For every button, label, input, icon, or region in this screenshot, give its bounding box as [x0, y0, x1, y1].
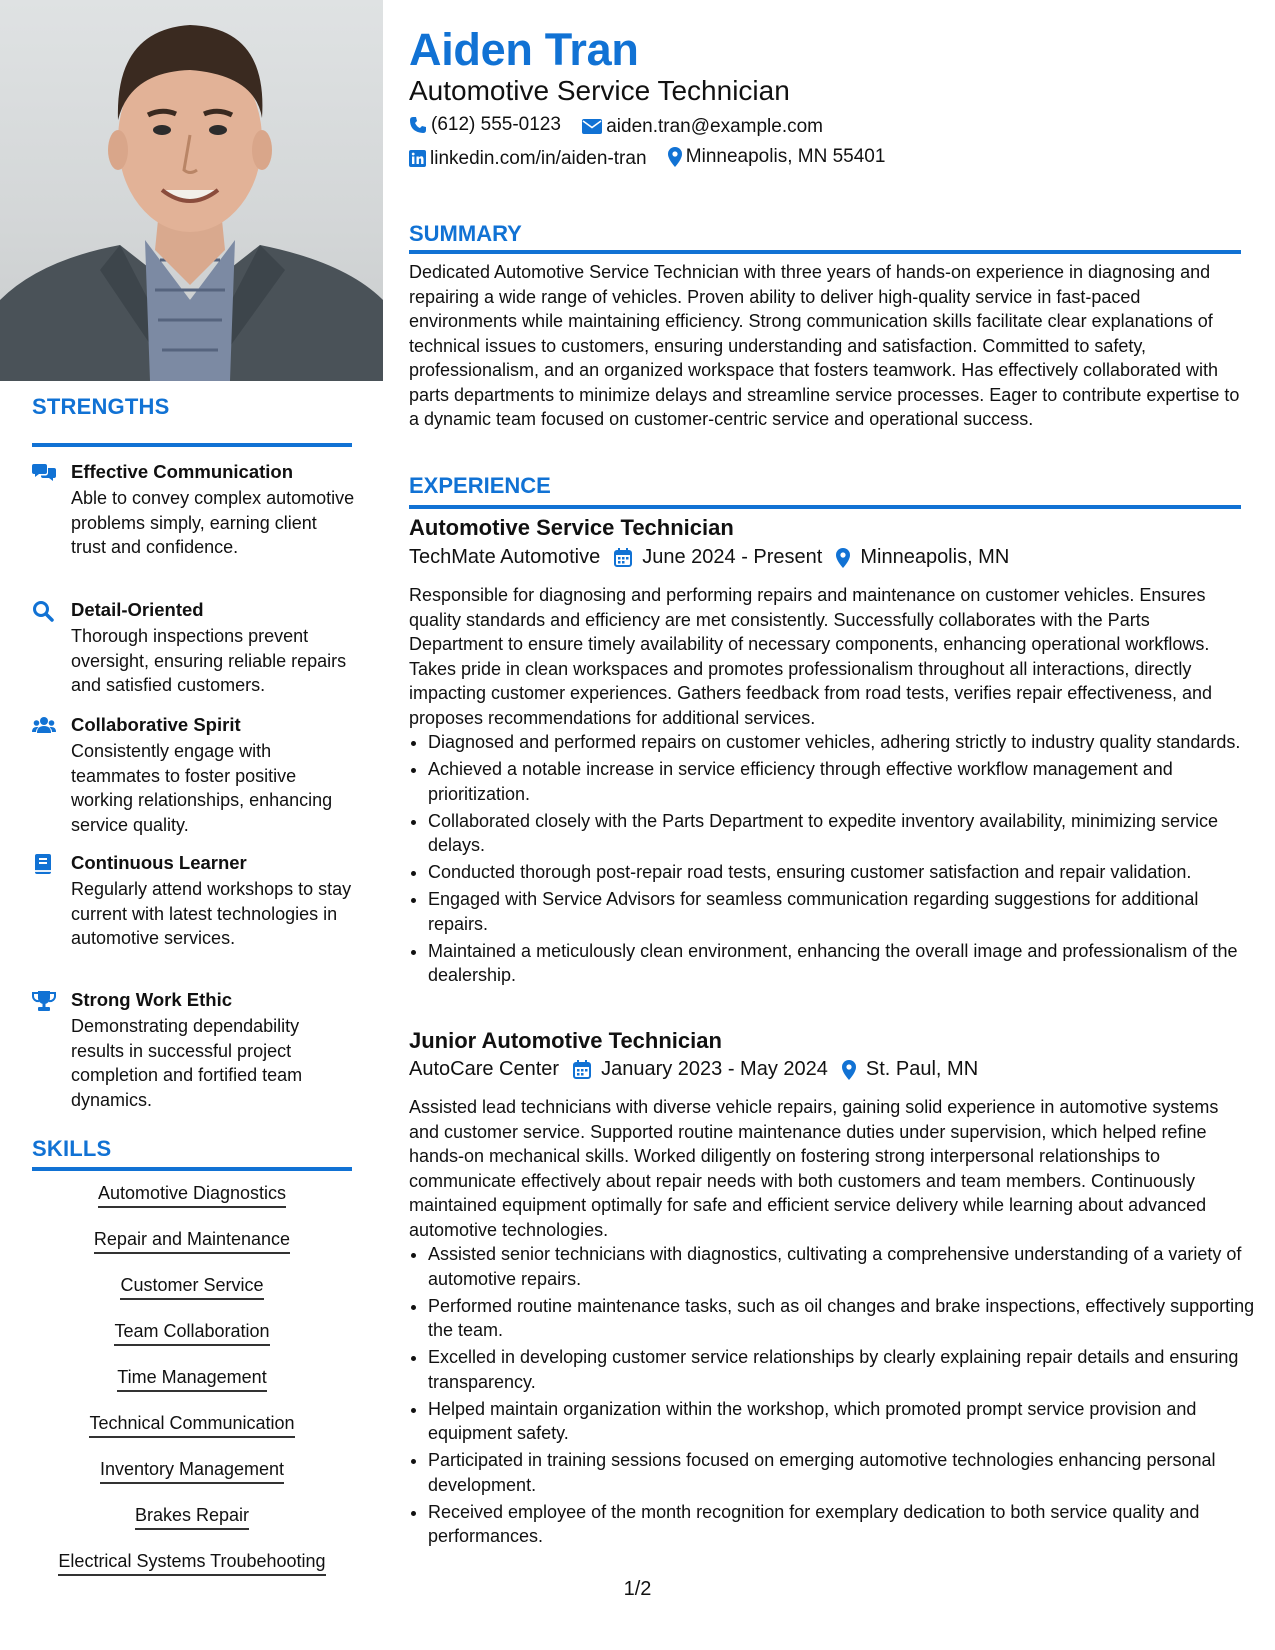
achievement-item: • Diagnosed and performed repairs on customer vehicles, adhering strictly to industry quality standards.	[428, 730, 1263, 755]
achievement-item: • Performed routine maintenance tasks, such as oil changes and brake inspections, effectively supporting the team.	[428, 1294, 1263, 1343]
skill-tag: Electrical Systems Troubehooting	[58, 1550, 325, 1576]
email-text: aiden.tran@example.com	[606, 115, 824, 137]
strength-description: Consistently engage with teammates to foster positive working relationships, enhancing service quality.	[71, 741, 333, 835]
achievement-item: • Assisted senior technicians with diagnostics, cultivating a comprehensive understanding of a variety of automotive repairs.	[428, 1242, 1263, 1291]
phone-icon	[409, 116, 427, 134]
job-company: TechMate Automotive	[409, 546, 601, 568]
job-meta	[409, 1058, 978, 1081]
skill-tag: Automotive Diagnostics	[98, 1182, 286, 1208]
linkedin-icon	[409, 150, 426, 167]
strength-title: Continuous Learner	[71, 852, 247, 873]
achievement-item: • Achieved a notable increase in service efficiency through effective workflow management and prioritization.	[428, 757, 1263, 806]
phone-contact[interactable]	[409, 114, 561, 136]
achievement-item: • Conducted thorough post-repair road tests, ensuring customer satisfaction and repair validation.	[428, 860, 1263, 885]
envelope-icon	[582, 119, 602, 134]
achievement-item: • Helped maintain organization within the workshop, which promoted prompt service provision and equipment safety.	[428, 1397, 1263, 1446]
achievement-item: • Participated in training sessions focused on emerging automotive technologies enhancing personal development.	[428, 1448, 1263, 1497]
job-description: Responsible for diagnosing and performing repairs and maintenance on customer vehicles. Ensures quality standards and efficiency are met consistently. Successfully collaborates with the Parts Department to ensure timely availability of necessary components, enhancing operational workflows. Takes pride in clean workspaces and promotes professionalism throughout all interactions, directly impacting customer experiences. Gathers feedback from road tests, verifies repair effectiveness, and proposes recommendations for additional services.	[409, 585, 1213, 728]
calendar-icon	[573, 1060, 591, 1079]
strengths-divider	[32, 443, 352, 447]
calendar-icon	[614, 548, 632, 567]
strength-title: Effective Communication	[71, 461, 294, 482]
skills-heading: SKILLS	[32, 1136, 112, 1161]
job-achievements	[409, 730, 1263, 990]
linkedin-contact[interactable]	[409, 148, 647, 170]
job-description: Assisted lead technicians with diverse vehicle repairs, gaining solid experience in automotive systems and customer service. Supported routine maintenance duties under supervision, which helped refine hands-on mechanical skills. Worked diligently on fostering strong interpersonal relationships to communicate effectively about repair needs with both customers and team members. Continuously maintained equipment optimally for safe and efficient service delivery while learning about advanced automotive technologies.	[409, 1097, 1219, 1240]
contact-row-1	[409, 114, 839, 140]
job-achievements	[409, 1242, 1263, 1551]
strength-description: Able to convey complex automotive problems simply, earning client trust and confidence.	[71, 488, 355, 557]
job-role: Junior Automotive Technician	[409, 1028, 722, 1053]
skill-tag: Repair and Maintenance	[94, 1228, 290, 1254]
page-number: 1/2	[623, 1578, 652, 1600]
candidate-name: Aiden Tran	[409, 24, 639, 75]
phone-text: (612) 555-0123	[431, 114, 561, 135]
strength-title: Detail-Oriented	[71, 599, 204, 620]
achievement-item: • Excelled in developing customer service relationships by clearly explaining repair details and ensuring transparency.	[428, 1345, 1263, 1394]
linkedin-text: linkedin.com/in/aiden-tran	[430, 147, 647, 169]
strength-description: Regularly attend workshops to stay current with latest technologies in automotive services.	[71, 879, 352, 948]
skills-list	[32, 1182, 352, 1596]
skill-tag: Inventory Management	[100, 1458, 284, 1484]
skill-tag: Team Collaboration	[114, 1320, 269, 1346]
profile-photo	[0, 0, 383, 381]
book-icon	[32, 853, 56, 875]
strengths-heading: STRENGTHS	[32, 394, 170, 419]
strength-title: Collaborative Spirit	[71, 714, 241, 735]
job-location: Minneapolis, MN	[860, 546, 1010, 568]
achievement-item: • Collaborated closely with the Parts Department to expedite inventory availability, minimizing service delays.	[428, 809, 1263, 858]
strength-description: Thorough inspections prevent oversight, ensuring reliable repairs and satisfied customers.	[71, 626, 347, 695]
team-icon	[32, 715, 56, 737]
job-meta	[409, 546, 1009, 569]
map-pin-icon	[668, 147, 682, 167]
skill-tag: Brakes Repair	[135, 1504, 249, 1530]
achievement-item: • Engaged with Service Advisors for seamless communication regarding suggestions for additional repairs.	[428, 887, 1263, 936]
portrait-illustration	[0, 0, 383, 381]
location-contact	[668, 146, 886, 168]
candidate-title: Automotive Service Technician	[409, 75, 790, 106]
strength-description: Demonstrating dependability results in successful project completion and fortified team dynamics.	[71, 1016, 303, 1110]
job-dates: January 2023 - May 2024	[601, 1058, 828, 1080]
job-role: Automotive Service Technician	[409, 515, 734, 540]
magnifier-icon	[32, 600, 56, 622]
job-company: AutoCare Center	[409, 1058, 560, 1080]
achievement-item: • Received employee of the month recognition for exemplary dedication to both service quality and performances.	[428, 1500, 1263, 1549]
achievement-item: • Maintained a meticulously clean environment, enhancing the overall image and professionalism of the dealership.	[428, 939, 1263, 988]
sidebar	[0, 0, 383, 1650]
contact-row-2	[409, 146, 901, 173]
chat-bubbles-icon	[32, 462, 56, 484]
skill-tag: Technical Communication	[89, 1412, 294, 1438]
job-dates: June 2024 - Present	[642, 546, 823, 568]
map-pin-icon	[842, 1060, 856, 1080]
location-text: Minneapolis, MN 55401	[685, 146, 886, 167]
skills-divider	[32, 1167, 352, 1171]
summary-heading: SUMMARY	[409, 221, 522, 246]
strength-title: Strong Work Ethic	[71, 989, 233, 1010]
experience-heading: EXPERIENCE	[409, 473, 551, 498]
skill-tag: Time Management	[117, 1366, 266, 1392]
summary-text: Dedicated Automotive Service Technician with three years of hands-on experience in diagnosing and repairing a wide range of vehicles. Proven ability to deliver high-quality service in fast-paced environments while maintaining efficiency. Strong communication skills facilitate clear explanations of technical issues to customers, ensuring understanding and satisfaction. Committed to safety, professionalism, and an organized workspace that fosters teamwork. Has effectively collaborated with parts departments to minimize delays and streamline service processes. Eager to contribute expertise to a dynamic team focused on customer-centric service and operational success.	[409, 262, 1240, 429]
email-contact[interactable]	[582, 116, 823, 138]
experience-divider	[409, 505, 1241, 509]
summary-divider	[409, 250, 1241, 254]
skill-tag: Customer Service	[120, 1274, 263, 1300]
job-location: St. Paul, MN	[865, 1058, 979, 1080]
trophy-icon	[32, 990, 56, 1012]
map-pin-icon	[836, 548, 850, 568]
